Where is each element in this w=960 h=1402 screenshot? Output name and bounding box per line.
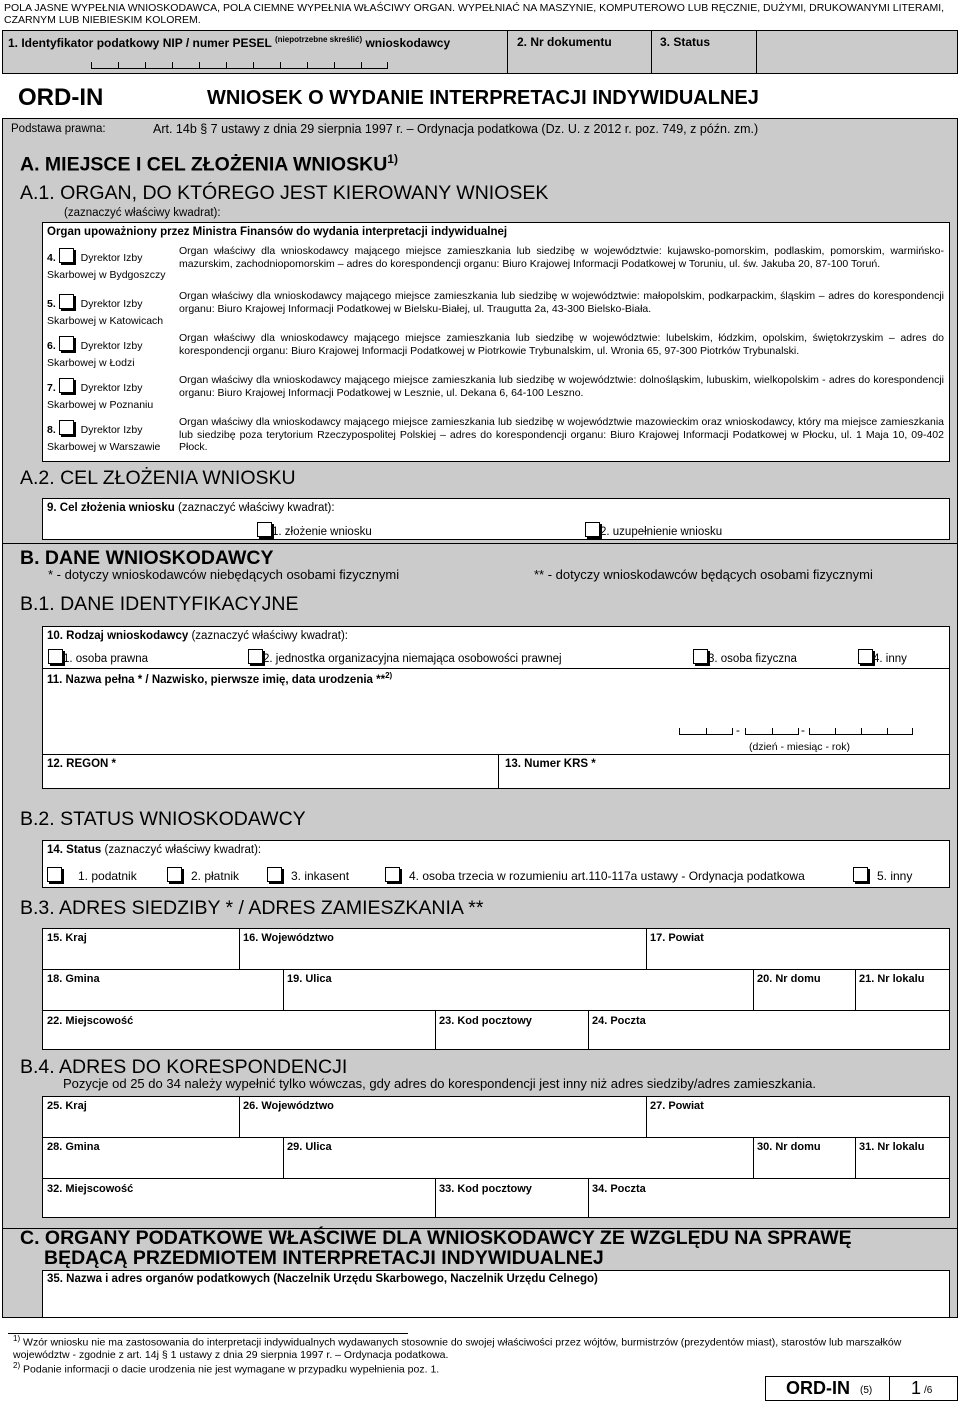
corr-house-number-field[interactable]: 30. Nr domu xyxy=(757,1141,821,1153)
section-a1-title: A.1. ORGAN, DO KTÓREGO JEST KIEROWANY WNIOSEK xyxy=(20,182,549,204)
type-option-2[interactable] xyxy=(248,649,562,665)
corr-v4 xyxy=(753,1137,754,1178)
type-4-label: 4. inny xyxy=(873,653,907,665)
organ-6-name2: Skarbowej w Łodzi xyxy=(47,356,135,369)
footnote-1-text: Wzór wniosku nie ma zastosowania do interpretacji indywidualnych wydawanych stosownie do swojej właściwości przez wójtów, burmistrzów (prezydentów miast), starostów lub marszałków województw - zgodnie z art. 14j § 1 ustawy z dnia 29 sierpnia 1997 r. – Ordynacja podatkowa. xyxy=(13,1336,902,1361)
status-field xyxy=(653,31,757,73)
corr-v3 xyxy=(283,1137,284,1178)
status-4-label: 4. osoba trzecia w rozumieniu art.110-117a ustawy - Ordynacja podatkowa xyxy=(409,869,805,883)
correspondence-box xyxy=(42,1096,950,1218)
nip-comb xyxy=(91,63,388,69)
organ-7-num: 7. xyxy=(47,382,56,394)
section-a-title xyxy=(20,152,398,177)
divider-b xyxy=(2,543,958,544)
status-option-1[interactable] xyxy=(47,867,137,883)
organ-7-checkbox[interactable] xyxy=(59,378,74,393)
legal-basis-row xyxy=(2,118,958,140)
organ-8-checkbox[interactable] xyxy=(59,420,74,435)
doc-number-field xyxy=(509,31,652,73)
section-b3-title: B.3. ADRES SIEDZIBY * / ADRES ZAMIESZKANIA ** xyxy=(20,897,484,919)
type-option-1[interactable] xyxy=(48,649,148,665)
field9-label: 9. Cel złożenia wniosku xyxy=(47,502,175,514)
note-natural-persons: ** - dotyczy wnioskodawców będących osobami fizycznymi xyxy=(534,567,873,582)
address-v2 xyxy=(646,929,647,969)
corr-v1 xyxy=(239,1097,240,1137)
address-v3 xyxy=(283,969,284,1010)
status-4-checkbox[interactable] xyxy=(385,867,400,882)
status-box xyxy=(42,840,950,888)
organ-8-name2: Skarbowej w Warszawie xyxy=(47,440,161,453)
corr-municipality-field[interactable]: 28. Gmina xyxy=(47,1141,100,1153)
voivodeship-field[interactable]: 16. Województwo xyxy=(243,932,334,944)
section-b4-title: B.4. ADRES DO KORESPONDENCJI xyxy=(20,1056,348,1078)
footnote-1 xyxy=(13,1333,943,1361)
corr-post-office-field[interactable]: 34. Poczta xyxy=(592,1183,646,1195)
status-2-checkbox[interactable] xyxy=(167,867,182,882)
divider-11 xyxy=(43,668,949,669)
type-2-label: 2. jednostka organizacyjna niemająca osobowości prawnej xyxy=(263,653,562,665)
type-1-label: 1. osoba prawna xyxy=(63,653,149,665)
status-5-label: 5. inny xyxy=(877,869,913,883)
form-code: ORD-IN xyxy=(18,84,104,111)
organ-4-checkbox[interactable] xyxy=(59,248,74,263)
corr-county-field[interactable]: 27. Powiat xyxy=(650,1100,704,1112)
postal-code-field[interactable]: 23. Kod pocztowy xyxy=(439,1015,532,1027)
nip-field[interactable] xyxy=(3,31,508,73)
organ-4-name2: Skarbowej w Bydgoszczy xyxy=(47,268,166,281)
identity-box xyxy=(42,626,950,789)
corr-divider-1 xyxy=(43,1137,949,1138)
field10-hint: (zaznaczyć właściwy kwadrat): xyxy=(191,630,349,642)
section-a2-title: A.2. CEL ZŁOŻENIA WNIOSKU xyxy=(20,467,296,489)
purpose-1-label: 1. złożenie wniosku xyxy=(272,526,372,538)
corr-v2 xyxy=(646,1097,647,1137)
section-a1-hint: (zaznaczyć właściwy kwadrat): xyxy=(64,207,221,219)
section-c-title-line2: BĘDĄCĄ PRZEDMIOTEM INTERPRETACJI INDYWIDUALNEJ xyxy=(44,1247,604,1269)
status-1-checkbox[interactable] xyxy=(47,867,62,882)
organ-5-num: 5. xyxy=(47,298,56,310)
purpose-box xyxy=(42,498,950,540)
doc-number-label: 2. Nr dokumentu xyxy=(517,35,612,49)
type-3-label: 3. osoba fizyczna xyxy=(708,653,797,665)
corr-city-field[interactable]: 32. Miejscowość xyxy=(47,1183,134,1195)
organ-8-num: 8. xyxy=(47,424,56,436)
status-5-checkbox[interactable] xyxy=(853,867,868,882)
address-divider-1 xyxy=(43,969,949,970)
field11-label: 11. Nazwa pełna * / Nazwisko, pierwsze imię, data urodzenia ** xyxy=(47,673,386,686)
section-b1-title: B.1. DANE IDENTYFIKACYJNE xyxy=(20,593,299,615)
status-1-label: 1. podatnik xyxy=(78,869,137,883)
field11-sup: 2) xyxy=(385,671,393,680)
date-month-comb[interactable] xyxy=(745,729,799,735)
post-office-field[interactable]: 24. Poczta xyxy=(592,1015,646,1027)
organ-5-name1: Dyrektor Izby xyxy=(80,298,143,310)
country-field[interactable]: 15. Kraj xyxy=(47,932,87,944)
type-4-checkbox[interactable] xyxy=(858,649,873,664)
corr-v7 xyxy=(588,1178,589,1218)
date-sep-2: - xyxy=(801,725,805,737)
organ-8-name1: Dyrektor Izby xyxy=(80,424,143,436)
organ-7-name1: Dyrektor Izby xyxy=(80,382,143,394)
field10-label: 10. Rodzaj wnioskodawcy xyxy=(47,630,189,642)
street-field[interactable]: 19. Ulica xyxy=(287,973,332,985)
corr-postal-code-field[interactable]: 33. Kod pocztowy xyxy=(439,1183,532,1195)
status-option-4[interactable] xyxy=(385,867,805,883)
organ-5-name2: Skarbowej w Katowicach xyxy=(47,314,164,327)
legal-basis-text: Art. 14b § 7 ustawy z dnia 29 sierpnia 1997 r. – Ordynacja podatkowa (Dz. U. z 2012 r. poz. 749, z późn. zm.) xyxy=(153,122,759,136)
purpose-1-checkbox[interactable] xyxy=(257,522,272,537)
status-3-label: 3. inkasent xyxy=(291,869,350,883)
type-option-3[interactable] xyxy=(693,649,797,665)
footer-version: (5) xyxy=(860,1385,873,1396)
date-day-comb[interactable] xyxy=(679,729,733,735)
organ-4-num: 4. xyxy=(47,252,56,264)
address-v5 xyxy=(855,969,856,1010)
organ-option-5[interactable] xyxy=(47,290,944,334)
apartment-number-field[interactable]: 21. Nr lokalu xyxy=(859,973,925,985)
type-3-checkbox[interactable] xyxy=(693,649,708,664)
purpose-option-2[interactable] xyxy=(585,522,722,538)
purpose-2-label: 2. uzupełnienie wniosku xyxy=(600,526,723,538)
address-divider-2 xyxy=(43,1010,949,1011)
date-hint: (dzień - miesiąc - rok) xyxy=(749,741,850,753)
field14-hint: (zaznaczyć właściwy kwadrat): xyxy=(104,844,262,856)
footnote-2-text: Podanie informacji o dacie urodzenia nie jest wymagane w przypadku wypełnienia poz. 1. xyxy=(23,1363,440,1376)
status-option-5[interactable] xyxy=(853,867,912,883)
date-year-comb[interactable] xyxy=(809,729,913,735)
corr-divider-2 xyxy=(43,1178,949,1179)
page-footer xyxy=(765,1376,958,1401)
divider-12 xyxy=(43,754,949,755)
corr-apartment-number-field[interactable]: 31. Nr lokalu xyxy=(859,1141,925,1153)
address-v7 xyxy=(588,1010,589,1050)
divider-13 xyxy=(498,754,499,788)
organ-7-desc: Organ właściwy dla wnioskodawcy mającego miejsce zamieszkania lub siedzibę w województwie: dolnośląskim, lubuskim, wielkopolskim - adres do korespondencji organu: Biuro Krajowej Informacji Podatkowej w Lesznie, ul. Dekana 6, 64-100 Leszno. xyxy=(179,374,944,399)
footer-code: ORD-IN xyxy=(786,1378,850,1398)
nip-label: 1. Identyfikator podatkowy NIP / numer PESEL xyxy=(8,36,272,50)
organ-8-desc: Organ właściwy dla wnioskodawcy mającego miejsce zamieszkania lub siedzibę w województwie mazowieckim oraz wnioskodawcy, który ma miejsce zamieszkania lub siedzibę poza terytorium Rzeczypospolitej Polskiej – adres do korespondencji organu: Biuro Krajowej Informacji Podatkowej w Płocku, ul. 1 Maja 10, 09-402 Płock. xyxy=(179,416,944,453)
form-instruction: POLA JASNE WYPEŁNIA WNIOSKODAWCA, POLA CIEMNE WYPEŁNIA WŁAŚCIWY ORGAN. WYPEŁNIAĆ NA MASZYNIE, KOMPUTEROWO LUB RĘCZNIE, DUŻYMI, DRUKOWANYMI LITERAMI, CZARNYM LUB NIEBIESKIM KOLOREM. xyxy=(4,2,945,26)
corr-v6 xyxy=(435,1178,436,1218)
organ-header: Organ upoważniony przez Ministra Finansów do wydania interpretacji indywidualnej xyxy=(47,226,508,238)
footnote-2-mark: 2) xyxy=(13,1361,21,1370)
field9-hint: (zaznaczyć właściwy kwadrat): xyxy=(178,502,335,514)
section-a-title-text: A. MIEJSCE I CEL ZŁOŻENIA WNIOSKU xyxy=(20,153,388,176)
status-option-3[interactable] xyxy=(267,867,349,883)
corr-voivodeship-field[interactable]: 26. Województwo xyxy=(243,1100,334,1112)
organ-6-checkbox[interactable] xyxy=(59,336,74,351)
corr-street-field[interactable]: 29. Ulica xyxy=(287,1141,332,1153)
form-title: WNIOSEK O WYDANIE INTERPRETACJI INDYWIDUALNEJ xyxy=(207,87,759,109)
type-2-checkbox[interactable] xyxy=(248,649,263,664)
status-label: 3. Status xyxy=(660,35,711,49)
status-2-label: 2. płatnik xyxy=(191,869,240,883)
organ-6-desc: Organ właściwy dla wnioskodawcy mającego miejsce zamieszkania lub siedzibę w województwie: lubelskim, łódzkim, opolskim, świętokrzyskim – adres do korespondencji organu: Biuro Krajowej Informacji Podatkowej w Piotrkowie Trybunalskim, ul. Wronia 65, 97-300 Piotrków Trybunalski. xyxy=(179,332,944,357)
section-a-sup: 1) xyxy=(387,152,398,166)
organ-option-4[interactable] xyxy=(47,245,944,293)
nip-suffix: wnioskodawcy xyxy=(365,36,451,50)
b4-note: Pozycje od 25 do 34 należy wypełnić tylko wówczas, gdy adres do korespondencji jest inny niż adres siedziby/adres zamieszkania. xyxy=(63,1076,816,1091)
section-b-title: B. DANE WNIOSKODAWCY xyxy=(20,547,274,569)
regon-field[interactable]: 12. REGON * xyxy=(47,758,117,770)
corr-country-field[interactable]: 25. Kraj xyxy=(47,1100,87,1112)
city-field[interactable]: 22. Miejscowość xyxy=(47,1015,134,1027)
address-box xyxy=(42,928,950,1050)
organ-5-checkbox[interactable] xyxy=(59,294,74,309)
address-v6 xyxy=(435,1010,436,1050)
nip-sup: (niepotrzebne skreślić) xyxy=(274,35,363,44)
section-b2-title: B.2. STATUS WNIOSKODAWCY xyxy=(20,808,306,830)
organ-4-desc: Organ właściwy dla wnioskodawcy mającego miejsce zamieszkania lub siedzibę w województwie: kujawsko-pomorskim, podlaskim, pomorskim, warmińsko-mazurskim, zachodniopomorskim – adres do korespondencji organu: Biuro Krajowej Informacji Podatkowej w Toruniu, ul. św. Jakuba 20, 87-100 Toruń. xyxy=(179,245,944,270)
purpose-option-1[interactable] xyxy=(257,522,372,538)
address-v4 xyxy=(753,969,754,1010)
organ-option-6[interactable] xyxy=(47,332,944,376)
county-field[interactable]: 17. Powiat xyxy=(650,932,704,944)
organ-6-num: 6. xyxy=(47,340,56,352)
field35-label: 35. Nazwa i adres organów podatkowych (Naczelnik Urzędu Skarbowego, Naczelnik Urzędu Celnego) xyxy=(47,1273,598,1285)
field11[interactable] xyxy=(47,671,392,686)
footnote-1-mark: 1) xyxy=(13,1334,21,1343)
municipality-field[interactable]: 18. Gmina xyxy=(47,973,100,985)
organ-6-name1: Dyrektor Izby xyxy=(80,340,143,352)
type-option-4[interactable] xyxy=(858,649,907,665)
organ-4-name1: Dyrektor Izby xyxy=(80,252,143,264)
organ-5-desc: Organ właściwy dla wnioskodawcy mającego miejsce zamieszkania lub siedzibę w województwie: małopolskim, podkarpackim, śląskim – adres do korespondencji organu: Biuro Krajowej Informacji Podatkowej w Bielsku-Białej, ul. Traugutta 2a, 43-300 Bielsko-Biała. xyxy=(179,290,944,315)
tax-organs-field[interactable] xyxy=(42,1270,950,1318)
krs-field[interactable]: 13. Numer KRS * xyxy=(505,758,596,770)
organ-7-name2: Skarbowej w Poznaniu xyxy=(47,398,154,411)
date-sep-1: - xyxy=(736,725,740,737)
status-option-2[interactable] xyxy=(167,867,239,883)
section-c-title xyxy=(20,1228,852,1268)
purpose-2-checkbox[interactable] xyxy=(585,522,600,537)
address-v1 xyxy=(239,929,240,969)
page-number: 1 xyxy=(911,1378,922,1398)
page-total: /6 xyxy=(924,1385,933,1396)
corr-v5 xyxy=(855,1137,856,1178)
legal-basis-label: Podstawa prawna: xyxy=(11,123,106,135)
organ-option-7[interactable] xyxy=(47,374,944,414)
field14-label: 14. Status xyxy=(47,844,102,856)
section-c-title-line1: C. ORGANY PODATKOWE WŁAŚCIWE DLA WNIOSKODAWCY ZE WZGLĘDU NA SPRAWĘ xyxy=(20,1227,852,1249)
type-1-checkbox[interactable] xyxy=(48,649,63,664)
status-3-checkbox[interactable] xyxy=(267,867,282,882)
house-number-field[interactable]: 20. Nr domu xyxy=(757,973,821,985)
footnote-2 xyxy=(13,1360,943,1376)
header-band xyxy=(2,30,958,74)
organ-option-8[interactable] xyxy=(47,416,944,460)
note-legal-persons: * - dotyczy wnioskodawców niebędących osobami fizycznymi xyxy=(48,567,400,582)
